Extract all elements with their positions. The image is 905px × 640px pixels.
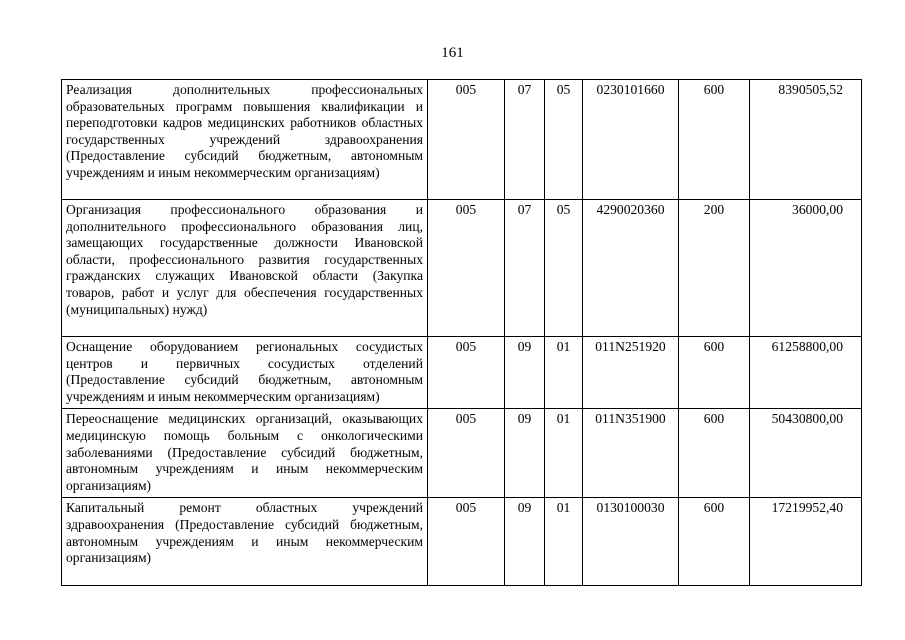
amount: 50430800,00: [750, 409, 862, 498]
target-article-code: 4290020360: [583, 200, 679, 337]
subsection-code: 01: [545, 409, 583, 498]
expense-type-code: 600: [679, 498, 750, 586]
row-name: Организация профессионального образования и дополнительного профессионального образования лиц, замещающих государственные должности Ивановской области, профессионального развития государственных гражданских служащих Ивановской области (Закупка товаров, работ и услуг для обеспечения государственных (муниципальных) нужд): [62, 200, 428, 337]
table-row: [62, 498, 862, 586]
section-code: 07: [505, 80, 545, 200]
amount: 61258800,00: [750, 337, 862, 409]
target-article-code: 0130100030: [583, 498, 679, 586]
subsection-code: 05: [545, 200, 583, 337]
table-row: [62, 200, 862, 337]
target-article-code: 0230101660: [583, 80, 679, 200]
expense-type-code: 200: [679, 200, 750, 337]
row-name: Оснащение оборудованием региональных сосудистых центров и первичных сосудистых отделений (Предоставление субсидий бюджетным, автономным учреждениям и иным некоммерческим организациям): [62, 337, 428, 409]
subsection-code: 05: [545, 80, 583, 200]
section-code: 07: [505, 200, 545, 337]
ministry-code: 005: [428, 200, 505, 337]
section-code: 09: [505, 498, 545, 586]
expense-type-code: 600: [679, 80, 750, 200]
ministry-code: 005: [428, 80, 505, 200]
subsection-code: 01: [545, 337, 583, 409]
ministry-code: 005: [428, 409, 505, 498]
expense-type-code: 600: [679, 409, 750, 498]
page-number: 161: [441, 45, 464, 61]
section-code: 09: [505, 409, 545, 498]
amount: 36000,00: [750, 200, 862, 337]
section-code: 09: [505, 337, 545, 409]
target-article-code: 011N351900: [583, 409, 679, 498]
table-row: [62, 409, 862, 498]
budget-table: [61, 79, 862, 586]
amount: 17219952,40: [750, 498, 862, 586]
amount: 8390505,52: [750, 80, 862, 200]
table-row: [62, 80, 862, 200]
expense-type-code: 600: [679, 337, 750, 409]
row-name: Капитальный ремонт областных учреждений здравоохранения (Предоставление субсидий бюджетным, автономным учреждениям и иным некоммерческим организациям): [62, 498, 428, 586]
table-row: [62, 337, 862, 409]
ministry-code: 005: [428, 337, 505, 409]
ministry-code: 005: [428, 498, 505, 586]
row-name: Реализация дополнительных профессиональных образовательных программ повышения квалификации и переподготовки кадров медицинских работников областных государственных учреждений здравоохранения (Предоставление субсидий бюджетным, автономным учреждениям и иным некоммерческим организациям): [62, 80, 428, 200]
target-article-code: 011N251920: [583, 337, 679, 409]
row-name: Переоснащение медицинских организаций, оказывающих медицинскую помощь больным с онкологическими заболеваниями (Предоставление субсидий бюджетным, автономным учреждениям и иным некоммерческим организациям): [62, 409, 428, 498]
subsection-code: 01: [545, 498, 583, 586]
